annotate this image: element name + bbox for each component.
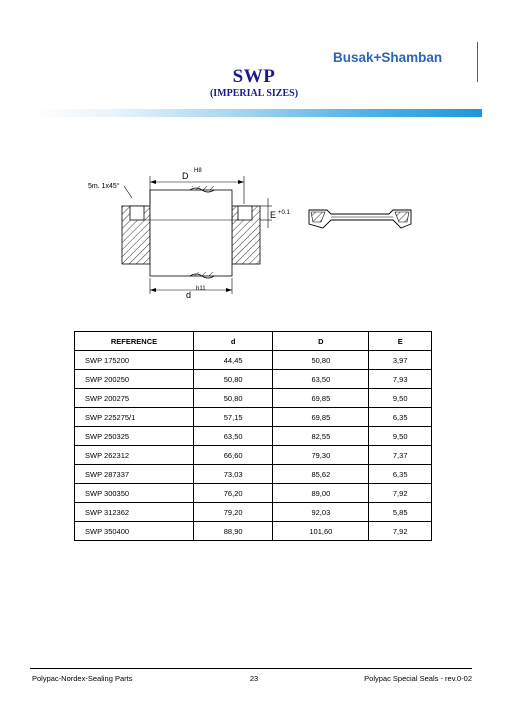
footer-page-number: 23 [249,674,259,683]
table-row [75,408,432,427]
seal-profile [309,210,411,228]
brand-logo [329,40,485,84]
cell-d: 88,90 [194,522,273,541]
table-row [75,351,432,370]
cell-d: 50,80 [194,370,273,389]
table-row [75,389,432,408]
cell-D: 50,80 [273,351,369,370]
label-chamfer: 5m. 1x45° [88,183,120,190]
cell-E: 3,97 [369,351,432,370]
cell-D: 85,62 [273,465,369,484]
cell-D: 69,85 [273,389,369,408]
cell-reference: SWP 262312 [75,446,194,465]
cell-E: 7,92 [369,522,432,541]
footer-divider [30,668,472,669]
page-title: SWP [232,66,276,87]
table-row [75,427,432,446]
table-row [75,484,432,503]
logo-text: Busak+Shamban [333,50,443,65]
col-header-E: E [369,332,432,351]
cell-d: 66,60 [194,446,273,465]
cell-d: 76,20 [194,484,273,503]
shaft [150,190,232,276]
label-D: D [182,171,189,181]
cell-d: 44,45 [194,351,273,370]
table-row [75,465,432,484]
seal-installation-drawing [72,158,442,308]
cell-reference: SWP 350400 [75,522,194,541]
cell-D: 82,55 [273,427,369,446]
label-d-tolerance: h11 [196,286,206,292]
page-subtitle: (IMPERIAL SIZES) [209,88,299,99]
cell-d: 73,03 [194,465,273,484]
cell-E: 9,50 [369,427,432,446]
label-E: E [270,210,277,220]
cell-E: 7,93 [369,370,432,389]
header-gradient-bar [30,109,482,117]
cell-reference: SWP 287337 [75,465,194,484]
footer-right-text: Polypac Special Seals - rev.0-02 [364,674,472,683]
cell-D: 101,60 [273,522,369,541]
cell-E: 7,92 [369,484,432,503]
cell-d: 50,80 [194,389,273,408]
logo-divider [477,42,478,82]
cell-d: 57,15 [194,408,273,427]
footer-left-text: Polypac-Nordex-Sealing Parts [32,674,133,683]
cell-E: 7,37 [369,446,432,465]
label-D-tolerance: H8 [194,168,202,174]
cell-reference: SWP 200275 [75,389,194,408]
sizes-table [74,331,432,541]
col-header-reference: REFERENCE [75,332,194,351]
cell-reference: SWP 175200 [75,351,194,370]
cell-reference: SWP 300350 [75,484,194,503]
cell-D: 89,00 [273,484,369,503]
col-header-d: d [194,332,273,351]
label-d: d [186,290,192,300]
cell-E: 9,50 [369,389,432,408]
cell-D: 63,50 [273,370,369,389]
cell-d: 63,50 [194,427,273,446]
cell-E: 6,35 [369,465,432,484]
label-E-tolerance: +0.1 [278,210,290,216]
table-header-row [75,332,432,351]
table-row [75,522,432,541]
cell-D: 69,85 [273,408,369,427]
cell-reference: SWP 200250 [75,370,194,389]
table-row [75,446,432,465]
cell-reference: SWP 250325 [75,427,194,446]
col-header-D: D [273,332,369,351]
cell-d: 79,20 [194,503,273,522]
cell-reference: SWP 225275/1 [75,408,194,427]
cell-reference: SWP 312362 [75,503,194,522]
cell-D: 79,30 [273,446,369,465]
table-row [75,503,432,522]
cell-E: 5,85 [369,503,432,522]
cell-D: 92,03 [273,503,369,522]
cell-E: 6,35 [369,408,432,427]
table-row [75,370,432,389]
